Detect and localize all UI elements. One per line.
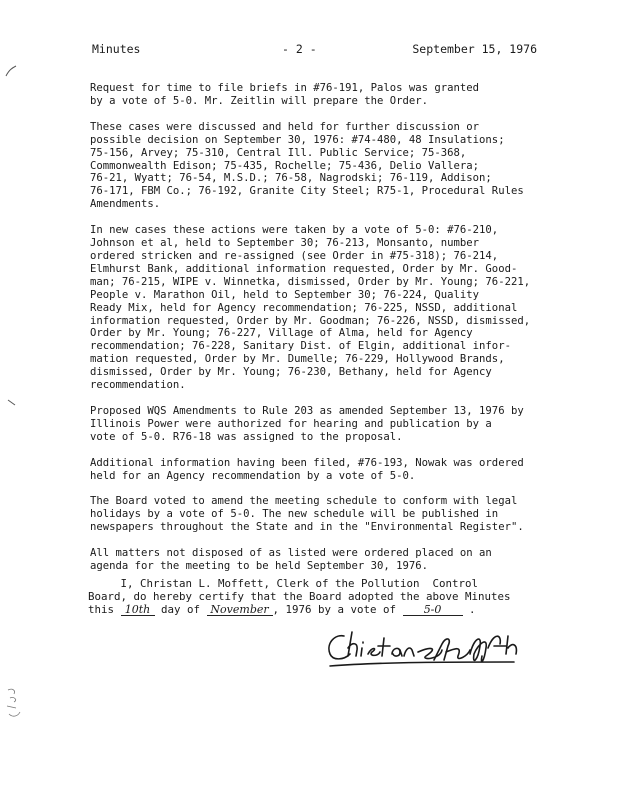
month-field: November bbox=[207, 604, 273, 616]
page-header bbox=[92, 42, 537, 58]
clerk-certification bbox=[88, 577, 588, 617]
certification-line-3 bbox=[88, 603, 588, 616]
clerk-signature bbox=[322, 626, 522, 670]
margin-scan-mark-top bbox=[4, 64, 18, 78]
margin-scan-mark-middle bbox=[6, 398, 18, 408]
header-date: September 15, 1976 bbox=[412, 42, 537, 56]
certification-line-1: I, Christan L. Moffett, Clerk of the Pollution Control bbox=[88, 577, 479, 590]
paragraph-agenda: All matters not disposed of as listed were ordered placed on an agenda for the meeting to be held September 30, 1976. bbox=[90, 547, 492, 573]
certification-line-2: Board, do hereby certify that the Board adopted the above Minutes bbox=[88, 590, 511, 604]
paragraph-wqs-amendments: Proposed WQS Amendments to Rule 203 as amended September 13, 1976 by Illinois Power were authorized for hearing and publication by a vote of 5-0. R76-18 was assigned to the proposal. bbox=[90, 404, 524, 443]
vote-field: 5-0 bbox=[403, 604, 463, 616]
page-number: - 2 - bbox=[282, 42, 317, 56]
minutes-body bbox=[90, 82, 590, 586]
paragraph-briefs: Request for time to file briefs in #76-191, Palos was granted by a vote of 5-0. Mr. Zeitlin will prepare the Order. bbox=[90, 82, 480, 107]
cert-this-text: this bbox=[88, 603, 121, 617]
cert-end-text: . bbox=[462, 603, 476, 617]
paragraph-held-cases: These cases were discussed and held for further discussion or possible decision on September 30, 1976: #74-480, 48 Insulations; 75-156, Arvey; 75-310, Central Ill. Public Service; 75-368, Commonwealth Edison; 75-435, Rochelle; 75-436, Delio Vallera; 76-21, Wyatt; 76-54, M.S.D.; 76-58, Nagrodski; 76-119, Addison; 76-171, FBM Co.; 76-192, Granite City Steel; R75-1, Procedural Rules Amendments. bbox=[90, 120, 524, 211]
paragraph-new-cases: In new cases these actions were taken by a vote of 5-0: #76-210, Johnson et al, held to September 30; 76-213, Monsanto, number ordered stricken and re-assigned (see Order in #75-318); 76-214, Elmhurst Bank, additional information requested, Order by Mr. Good- man; 76-215, WIPE v. Winnetka, dismissed, Order by Mr. Young; 76-221, People v. Marathon Oil, held to September 30; 76-224, Quality Ready Mix, held for Agency recommendation; 76-225, NSSD, additional information requested, Order by Mr. Goodman; 76-226, NSSD, dismissed, Order by Mr. Young; 76-227, Village of Alma, held for Agency recommendation; 76-228, Sanitary Dist. of Elgin, additional infor- mation requested, Order by Mr. Dumelle; 76-229, Hollywood Brands, dismissed, Order by Mr. Young; 76-230, Bethany, held for Agency recommendation. bbox=[90, 224, 531, 392]
day-field: 10th bbox=[121, 604, 155, 616]
paragraph-additional-info: Additional information having been filed, #76-193, Nowak was ordered held for an Agency recommendation by a vote of 5-0. bbox=[90, 456, 524, 482]
cert-day-of-text: day of bbox=[154, 603, 207, 617]
header-title: Minutes bbox=[92, 42, 141, 56]
margin-scan-mark-bottom bbox=[4, 684, 26, 724]
paragraph-meeting-schedule: The Board voted to amend the meeting schedule to conform with legal holidays by a vote of 5-0. The new schedule will be published in newspapers throughout the State and in the "Environmental Register". bbox=[90, 495, 524, 534]
cert-year-vote-text: , 1976 by a vote of bbox=[272, 603, 403, 617]
